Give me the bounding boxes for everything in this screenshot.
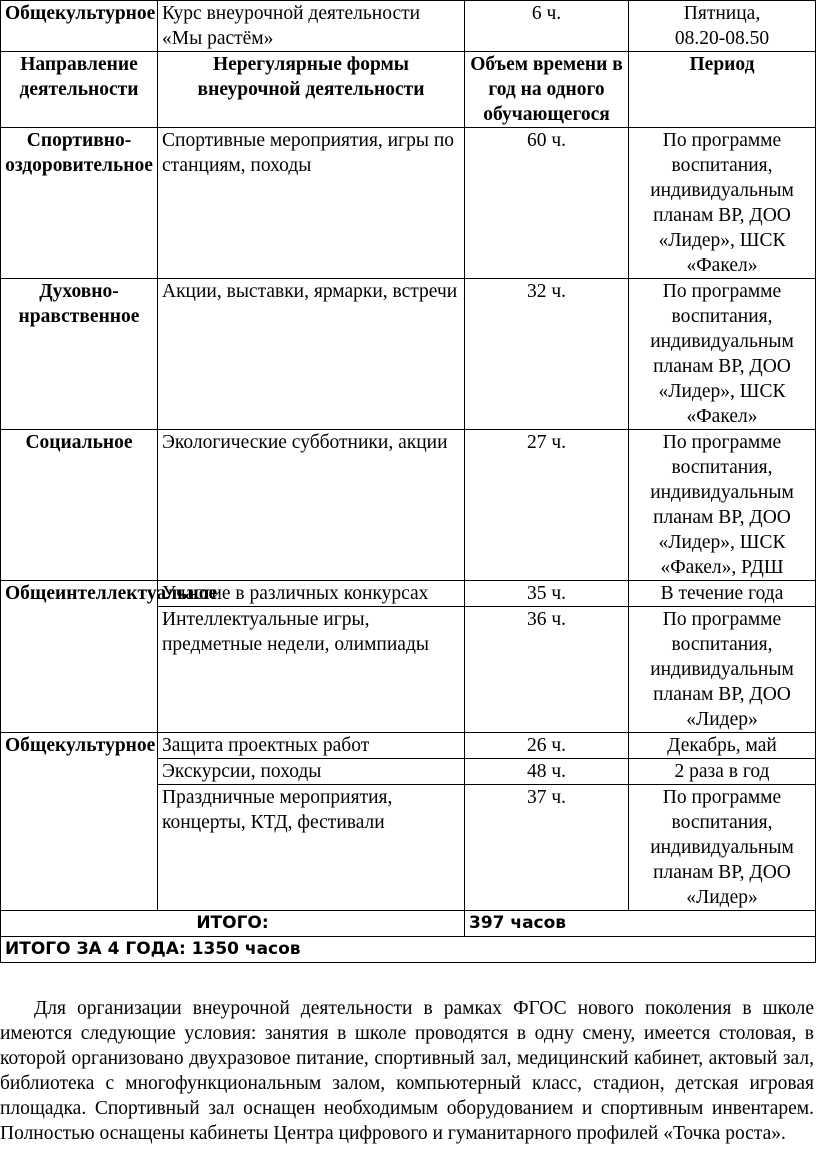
hours-cell: 60 ч.: [465, 128, 629, 279]
form-cell: Праздничные мероприятия, концерты, КТД, фестивали: [158, 785, 465, 911]
table-header-row: [1, 52, 816, 128]
direction-cell: Общеинтеллектуальное: [1, 581, 158, 733]
period-cell: По программе воспитания, индивидуальным планам ВР, ДОО «Лидер», ШСК «Факел»: [629, 128, 816, 279]
direction-cell: Спортивно-оздоровительное: [1, 128, 158, 279]
period-cell: Пятница, 08.20-08.50: [629, 1, 816, 52]
header-direction: Направление деятельности: [1, 52, 158, 128]
period-cell: По программе воспитания, индивидуальным планам ВР, ДОО «Лидер»: [629, 607, 816, 733]
hours-cell: 37 ч.: [465, 785, 629, 911]
form-cell: Экологические субботники, акции: [158, 430, 465, 581]
total-value: 397 часов: [465, 911, 816, 937]
table-row: [1, 430, 816, 581]
period-cell: По программе воспитания, индивидуальным планам ВР, ДОО «Лидер»: [629, 785, 816, 911]
hours-cell: 6 ч.: [465, 1, 629, 52]
form-cell: Курс внеурочной деятельности «Мы растём»: [158, 1, 465, 52]
form-cell: Экскурсии, походы: [158, 759, 465, 785]
period-cell: По программе воспитания, индивидуальным планам ВР, ДОО «Лидер», ШСК «Факел»: [629, 279, 816, 430]
total-4-years: ИТОГО ЗА 4 ГОДА: 1350 часов: [1, 937, 816, 963]
form-cell: Защита проектных работ: [158, 733, 465, 759]
table-row: [1, 733, 816, 759]
period-cell: По программе воспитания, индивидуальным планам ВР, ДОО «Лидер», ШСК «Факел», РДШ: [629, 430, 816, 581]
hours-cell: 32 ч.: [465, 279, 629, 430]
form-cell: Акции, выставки, ярмарки, встречи: [158, 279, 465, 430]
direction-cell: Общекультурное: [1, 1, 158, 52]
total-label: ИТОГО:: [1, 911, 465, 937]
table-row: [1, 128, 816, 279]
period-cell: В течение года: [629, 581, 816, 607]
table-row: [1, 1, 816, 52]
hours-cell: 36 ч.: [465, 607, 629, 733]
total-row: [1, 911, 816, 937]
period-cell: 2 раза в год: [629, 759, 816, 785]
direction-cell: Духовно-нравственное: [1, 279, 158, 430]
hours-cell: 26 ч.: [465, 733, 629, 759]
table-row: [1, 279, 816, 430]
direction-cell: Общекультурное: [1, 733, 158, 911]
form-cell: Участие в различных конкурсах: [158, 581, 465, 607]
hours-cell: 35 ч.: [465, 581, 629, 607]
hours-cell: 27 ч.: [465, 430, 629, 581]
header-hours: Объем времени в год на одного обучающегося: [465, 52, 629, 128]
header-forms: Нерегулярные формы внеурочной деятельности: [158, 52, 465, 128]
table-row: [1, 581, 816, 607]
hours-cell: 48 ч.: [465, 759, 629, 785]
form-cell: Интеллектуальные игры, предметные недели, олимпиады: [158, 607, 465, 733]
period-cell: Декабрь, май: [629, 733, 816, 759]
total-4-years-row: [1, 937, 816, 963]
header-period: Период: [629, 52, 816, 128]
conditions-paragraph: Для организации внеурочной деятельности в рамках ФГОС нового поколения в школе имеются следующие условия: занятия в школе проводятся в одну смену, имеется столовая, в которой организовано двухразовое питание, спортивный зал, медицинский кабинет, актовый зал, библиотека с многофункциональным залом, компьютерный класс, стадион, детская игровая площадка. Спортивный зал оснащен необходимым оборудованием и спортивным инвентарем. Полностью оснащены кабинеты Центра цифрового и гуманитарного профилей «Точка роста».: [0, 998, 814, 1144]
form-cell: Спортивные мероприятия, игры по станциям, походы: [158, 128, 465, 279]
direction-cell: Социальное: [1, 430, 158, 581]
